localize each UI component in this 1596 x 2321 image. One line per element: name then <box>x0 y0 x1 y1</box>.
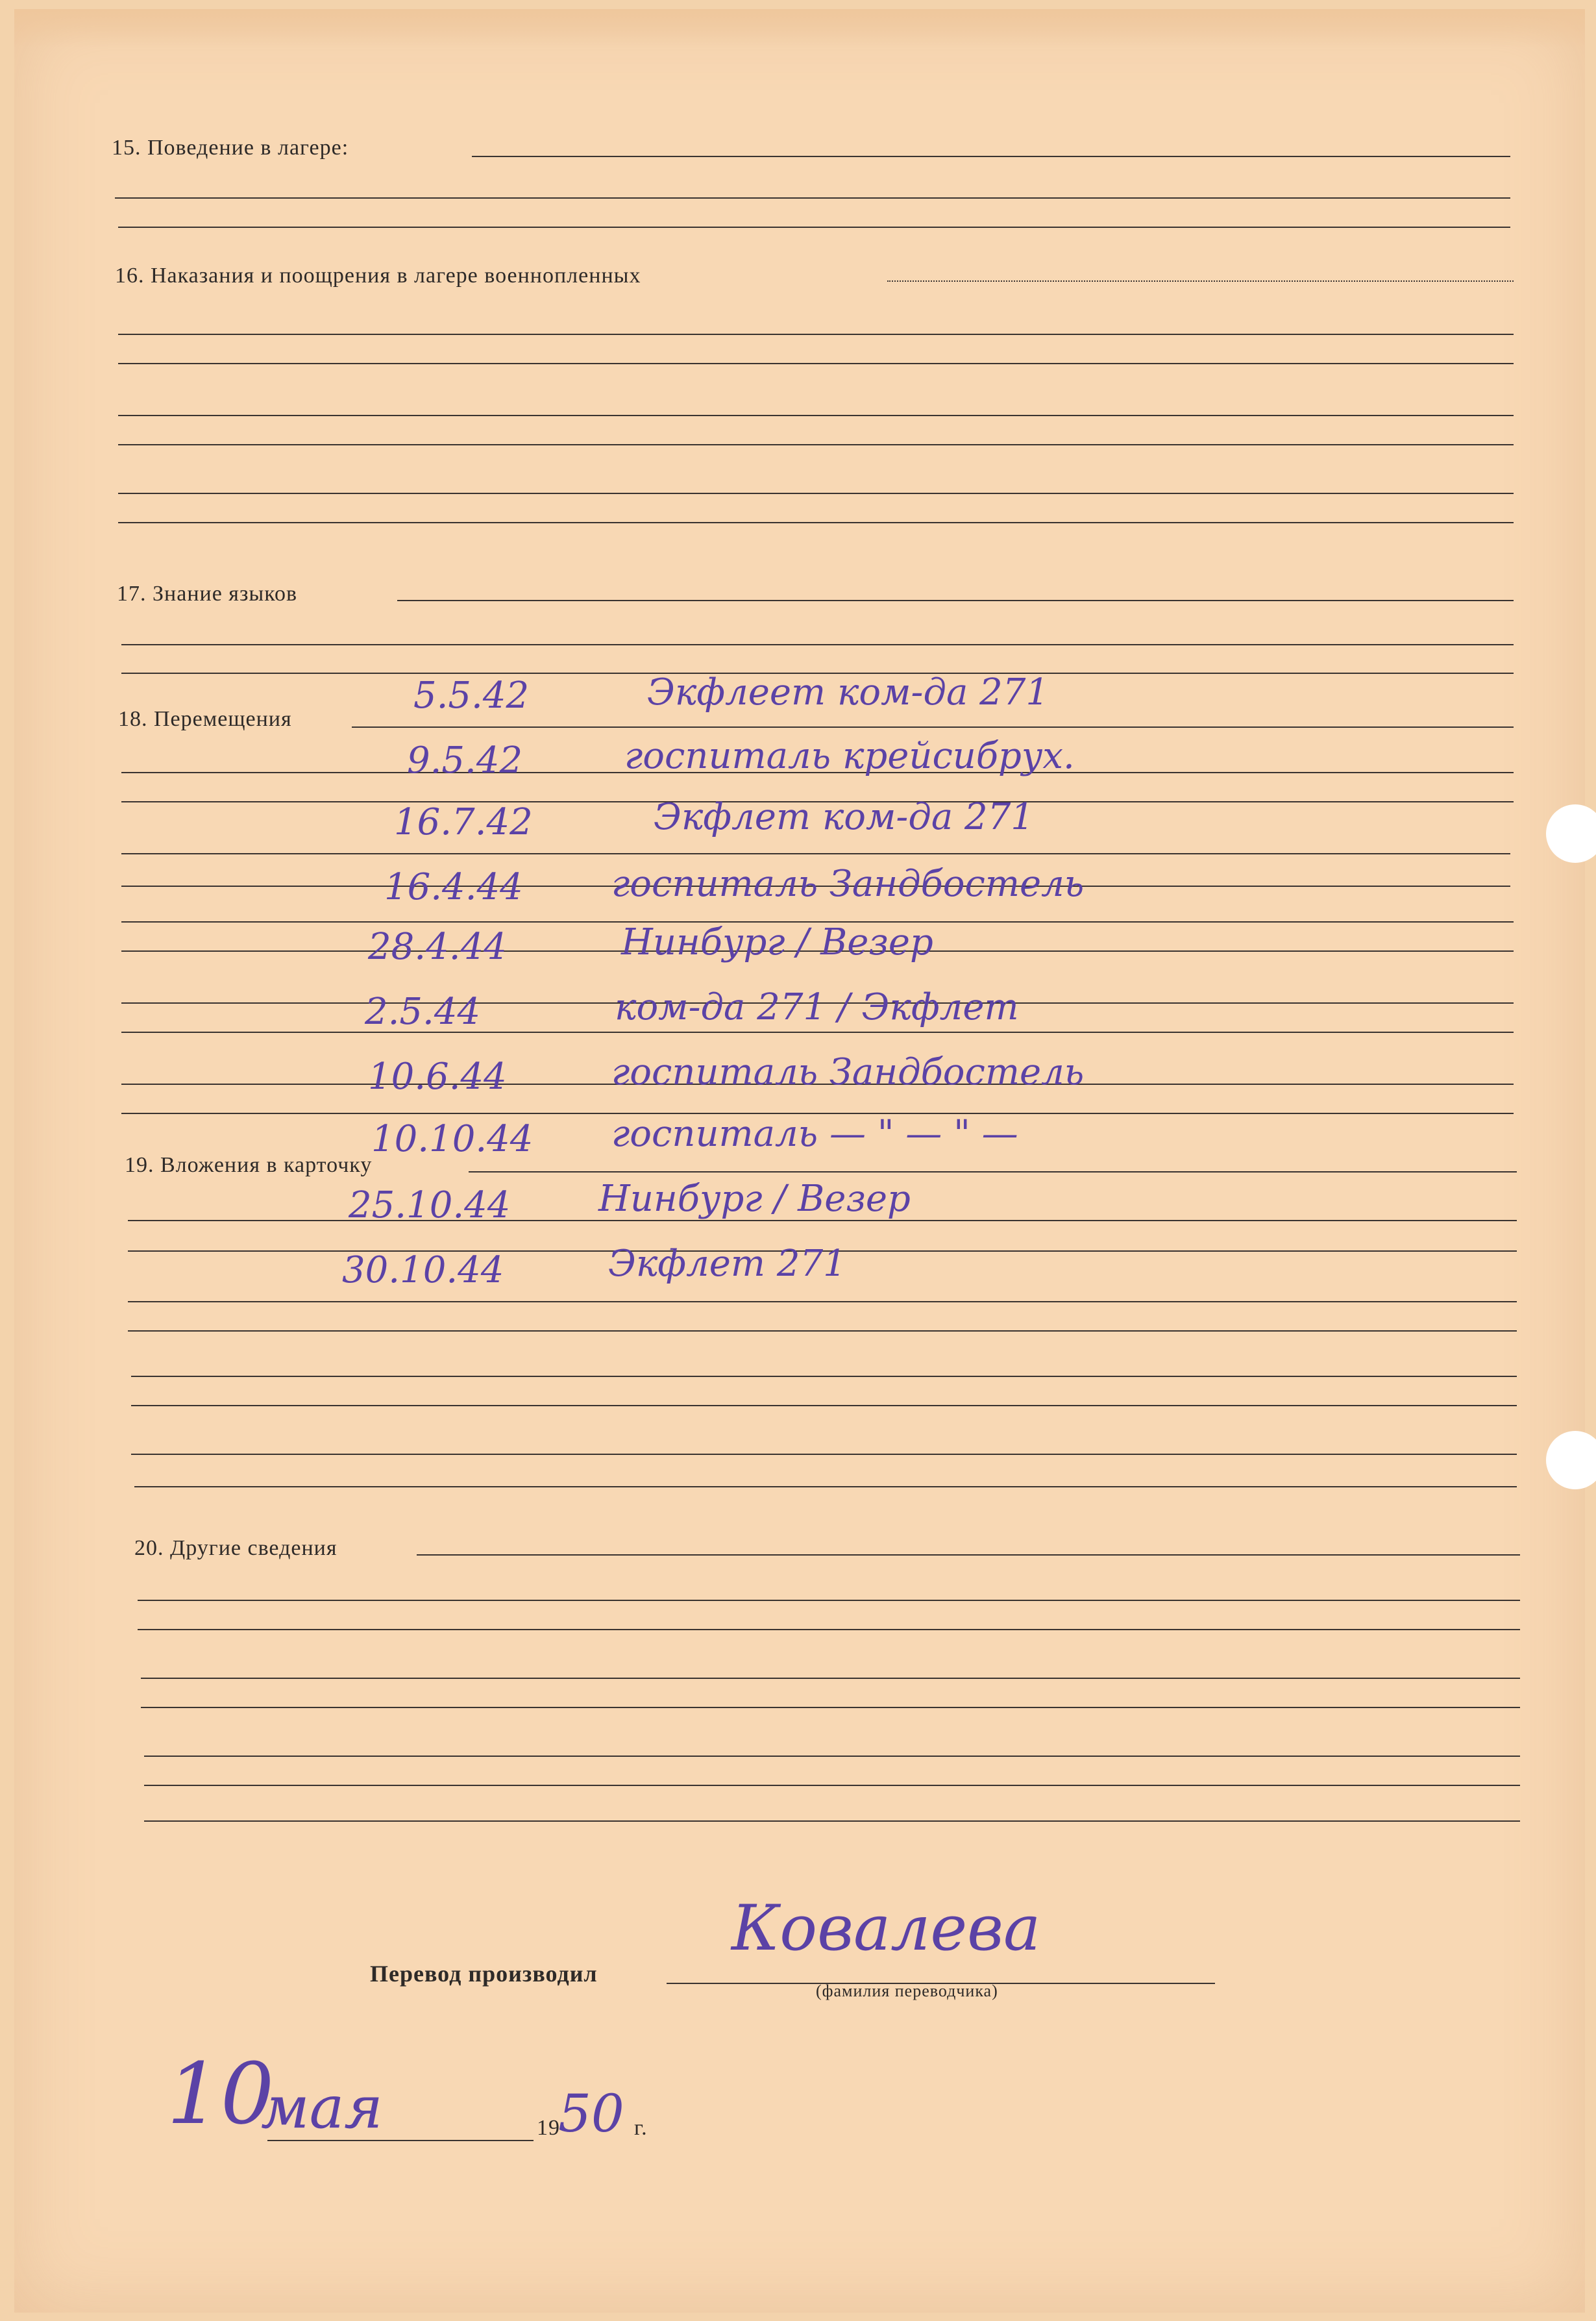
date-month-line <box>267 2140 534 2141</box>
movement-place: Нинбург / Везер <box>598 1178 911 1220</box>
fill-line <box>134 1486 1517 1487</box>
movement-date: 10.6.44 <box>368 1056 507 1098</box>
movement-place: госпиталь Зандбостель <box>611 1051 1085 1093</box>
fill-line <box>121 1032 1514 1033</box>
torn-notch <box>1546 804 1596 863</box>
movement-place: Экфлет ком-да 271 <box>654 796 1034 838</box>
torn-notch <box>1546 1431 1596 1489</box>
movement-date: 10.10.44 <box>371 1118 534 1160</box>
fill-line <box>118 415 1514 416</box>
movement-place: госпиталь — " — " — <box>611 1113 1018 1155</box>
fill-line <box>121 853 1510 854</box>
date-month: мая <box>261 2074 383 2142</box>
fill-line <box>118 334 1514 335</box>
date-year: 50 <box>558 2083 624 2144</box>
fill-line <box>128 1220 1517 1221</box>
translator-signature: Ковалева <box>731 1892 1041 1965</box>
item-16-line <box>887 280 1514 282</box>
movement-place: Экфлеет ком-да 271 <box>647 671 1050 714</box>
item-15-label: 15. Поведение в лагере: <box>112 136 349 160</box>
fill-line <box>118 363 1514 364</box>
item-17-line <box>397 600 1514 601</box>
item-20-label: 20. Другие сведения <box>134 1536 338 1560</box>
fill-line <box>131 1376 1517 1377</box>
fill-line <box>118 522 1514 523</box>
fill-line <box>144 1756 1520 1757</box>
movement-date: 16.4.44 <box>384 866 523 908</box>
item-17-label: 17. Знание языков <box>117 582 298 606</box>
movement-date: 25.10.44 <box>349 1184 511 1226</box>
document-page <box>14 9 1585 2313</box>
fill-line <box>128 1301 1517 1302</box>
year-suffix: г. <box>634 2116 648 2140</box>
fill-line <box>118 493 1514 494</box>
fill-line <box>141 1707 1520 1708</box>
fill-line <box>118 444 1514 445</box>
movement-date: 16.7.42 <box>394 801 533 843</box>
item-15-line <box>472 156 1510 157</box>
translator-label: Перевод производил <box>370 1961 598 1987</box>
fill-line <box>131 1454 1517 1455</box>
item-18-label: 18. Перемещения <box>118 707 292 731</box>
fill-line <box>138 1629 1520 1630</box>
movement-place: ком-да 271 / Экфлет <box>615 986 1019 1028</box>
movement-place: Экфлет 271 <box>608 1243 846 1285</box>
movement-date: 2.5.44 <box>365 991 481 1033</box>
movement-date: 28.4.44 <box>368 926 507 968</box>
movement-place: Нинбург / Везер <box>621 921 933 963</box>
fill-line <box>144 1785 1520 1786</box>
movement-place: госпиталь крейсибрух. <box>624 735 1075 777</box>
movement-place: госпиталь Зандбостель <box>611 863 1085 905</box>
fill-line <box>141 1678 1520 1679</box>
movement-date: 5.5.42 <box>413 675 530 717</box>
fill-line <box>144 1820 1520 1822</box>
fill-line <box>121 644 1514 645</box>
fill-line <box>118 227 1510 228</box>
fill-line <box>128 1330 1517 1332</box>
item-18-line <box>352 726 1514 728</box>
movement-date: 9.5.42 <box>407 739 523 782</box>
item-16-label: 16. Наказания и поощрения в лагере военнопленных <box>115 264 641 288</box>
year-prefix: 19 <box>537 2116 560 2140</box>
item-19-label: 19. Вложения в карточку <box>125 1153 373 1177</box>
fill-line <box>131 1405 1517 1406</box>
fill-line <box>115 197 1510 199</box>
fill-line <box>138 1600 1520 1601</box>
movement-date: 30.10.44 <box>342 1249 504 1291</box>
date-day: 10 <box>167 2044 275 2143</box>
item-19-line <box>469 1171 1517 1173</box>
item-20-line <box>417 1554 1520 1556</box>
translator-caption: (фамилия переводчика) <box>816 1981 998 2000</box>
